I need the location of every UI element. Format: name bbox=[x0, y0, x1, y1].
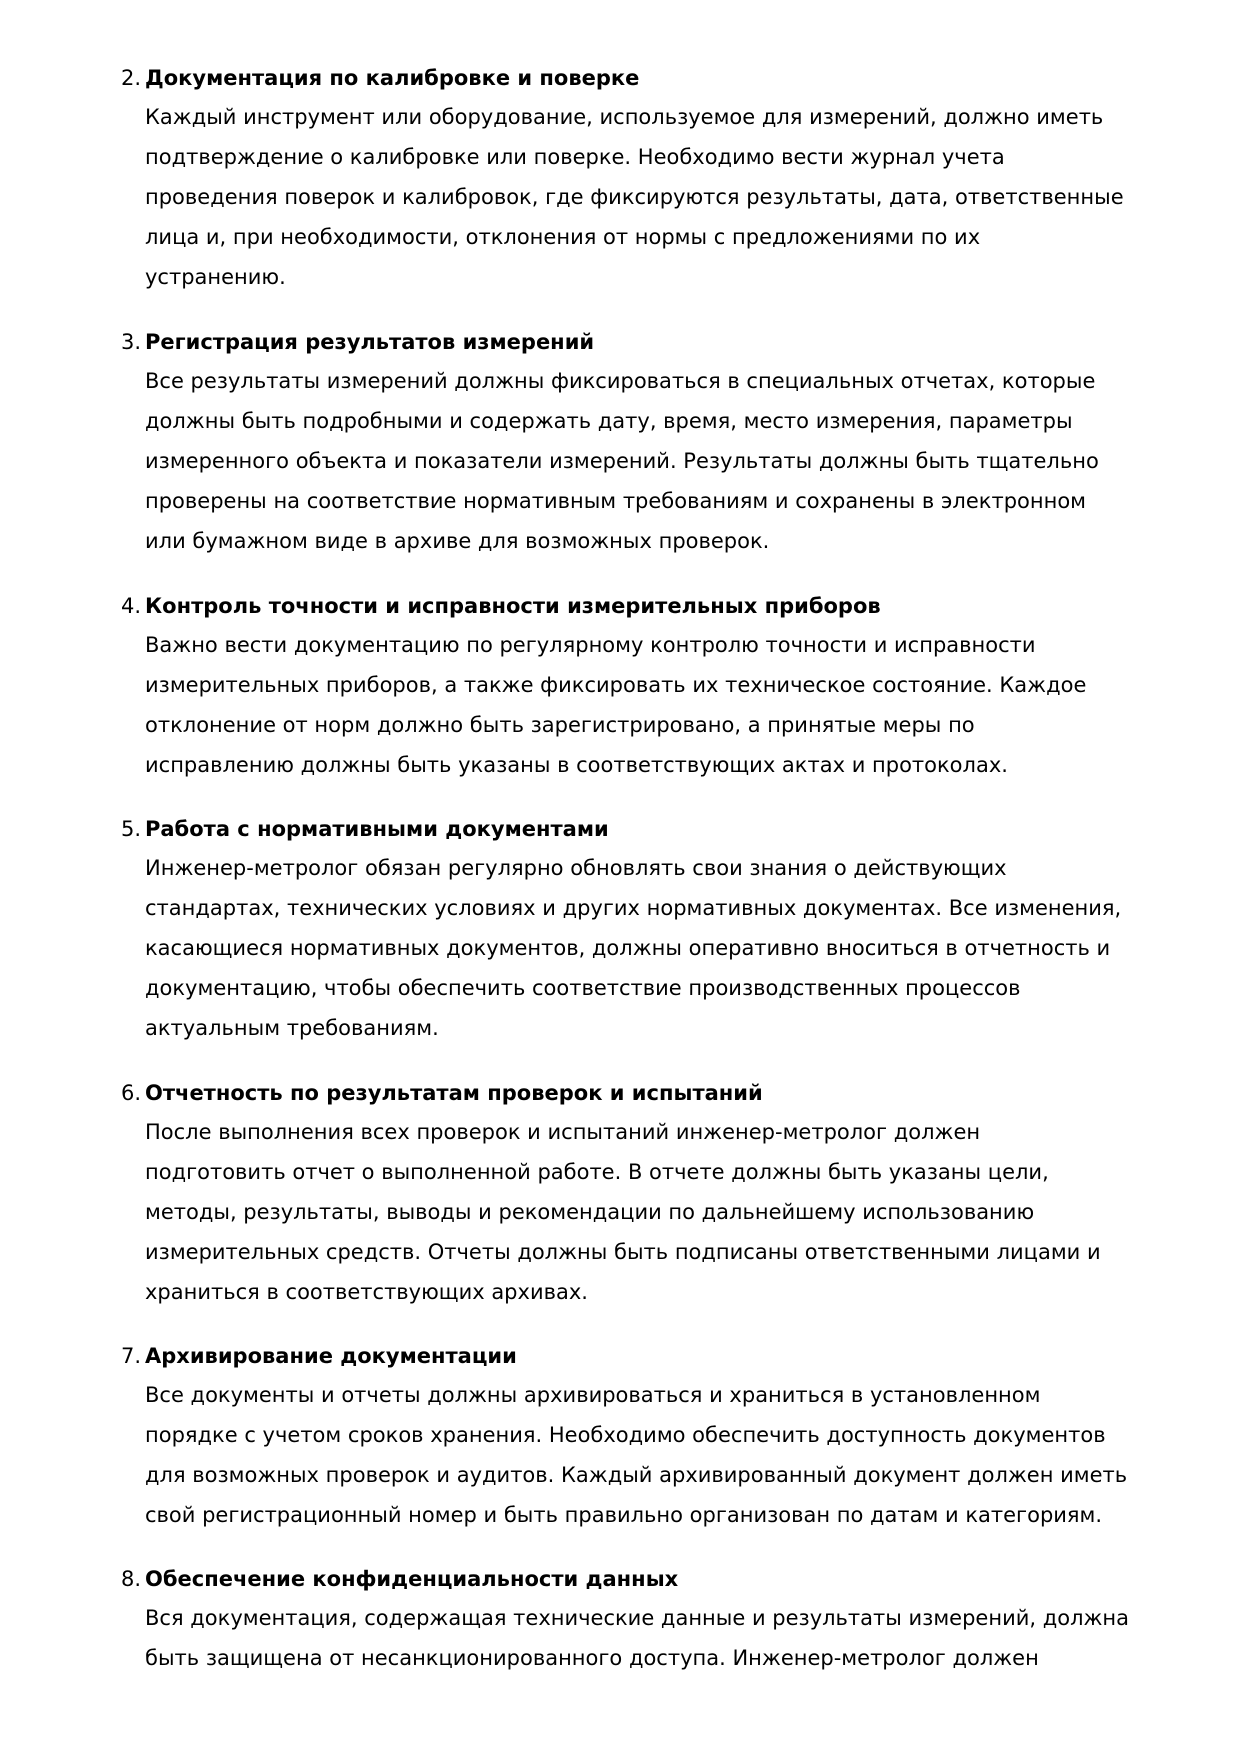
list-item-title: Регистрация результатов измерений bbox=[145, 330, 595, 354]
list-item-title: Архивирование документации bbox=[145, 1344, 517, 1368]
list-item-heading bbox=[0, 586, 1239, 626]
list-item-number: 5. bbox=[120, 817, 141, 841]
body-line: исправлению должны быть указаны в соответствующих актах и протоколах. bbox=[145, 753, 1008, 777]
body-line: Инженер-метролог обязан регулярно обновлять свои знания о действующих bbox=[145, 856, 1007, 880]
body-line: порядке с учетом сроков хранения. Необходимо обеспечить доступность документов bbox=[145, 1423, 1106, 1447]
list-item-heading bbox=[0, 322, 1239, 362]
body-line: касающиеся нормативных документов, должны оперативно вноситься в отчетность и bbox=[145, 936, 1111, 960]
list-item-body bbox=[145, 1112, 1165, 1312]
body-line: быть защищена от несанкционированного доступа. Инженер-метролог должен bbox=[145, 1646, 1039, 1670]
body-line: измерительных приборов, а также фиксировать их техническое состояние. Каждое bbox=[145, 673, 1087, 697]
list-item-title: Документация по калибровке и поверке bbox=[145, 66, 640, 90]
list-item-body bbox=[145, 97, 1165, 297]
list-item-number: 4. bbox=[120, 594, 141, 618]
list-item-number: 2. bbox=[120, 66, 141, 90]
body-line: храниться в соответствующих архивах. bbox=[145, 1280, 588, 1304]
list-item-body bbox=[145, 1375, 1165, 1535]
body-line: подтверждение о калибровке или поверке. Необходимо вести журнал учета bbox=[145, 145, 1005, 169]
list-item-body bbox=[145, 361, 1165, 561]
body-line: проверены на соответствие нормативным требованиям и сохранены в электронном bbox=[145, 489, 1087, 513]
body-line: должны быть подробными и содержать дату, время, место измерения, параметры bbox=[145, 409, 1073, 433]
body-line: документацию, чтобы обеспечить соответствие производственных процессов bbox=[145, 976, 1021, 1000]
body-line: Каждый инструмент или оборудование, используемое для измерений, должно иметь bbox=[145, 105, 1104, 129]
list-item-title: Отчетность по результатам проверок и испытаний bbox=[145, 1081, 763, 1105]
list-item-heading bbox=[0, 809, 1239, 849]
body-line: Вся документация, содержащая технические данные и результаты измерений, должна bbox=[145, 1606, 1130, 1630]
body-line: свой регистрационный номер и быть правильно организован по датам и категориям. bbox=[145, 1503, 1103, 1527]
body-line: Все результаты измерений должны фиксироваться в специальных отчетах, которые bbox=[145, 369, 1096, 393]
list-item-heading bbox=[0, 1559, 1239, 1599]
list-item-title: Обеспечение конфиденциальности данных bbox=[145, 1567, 679, 1591]
list-item-heading bbox=[0, 1336, 1239, 1376]
body-line: для возможных проверок и аудитов. Каждый архивированный документ должен иметь bbox=[145, 1463, 1128, 1487]
body-line: После выполнения всех проверок и испытаний инженер-метролог должен bbox=[145, 1120, 981, 1144]
body-line: Важно вести документацию по регулярному контролю точности и исправности bbox=[145, 633, 1036, 657]
list-item-title: Контроль точности и исправности измерительных приборов bbox=[145, 594, 881, 618]
body-line: лица и, при необходимости, отклонения от нормы с предложениями по их bbox=[145, 225, 981, 249]
list-item-body bbox=[145, 848, 1165, 1048]
list-item-body bbox=[145, 625, 1165, 785]
list-item-heading bbox=[0, 1073, 1239, 1113]
list-item-number: 6. bbox=[120, 1081, 141, 1105]
list-item-title: Работа с нормативными документами bbox=[145, 817, 609, 841]
body-line: Все документы и отчеты должны архивироваться и храниться в установленном bbox=[145, 1383, 1041, 1407]
body-line: стандартах, технических условиях и других нормативных документах. Все изменения, bbox=[145, 896, 1122, 920]
body-line: актуальным требованиям. bbox=[145, 1016, 439, 1040]
body-line: устранению. bbox=[145, 265, 286, 289]
body-line: отклонение от норм должно быть зарегистрировано, а принятые меры по bbox=[145, 713, 975, 737]
body-line: методы, результаты, выводы и рекомендации по дальнейшему использованию bbox=[145, 1200, 1035, 1224]
body-line: подготовить отчет о выполненной работе. В отчете должны быть указаны цели, bbox=[145, 1160, 1049, 1184]
body-line: или бумажном виде в архиве для возможных проверок. bbox=[145, 529, 770, 553]
body-line: измерительных средств. Отчеты должны быть подписаны ответственными лицами и bbox=[145, 1240, 1101, 1264]
body-line: измеренного объекта и показатели измерений. Результаты должны быть тщательно bbox=[145, 449, 1099, 473]
list-item-number: 7. bbox=[120, 1344, 141, 1368]
body-line: проведения поверок и калибровок, где фиксируются результаты, дата, ответственные bbox=[145, 185, 1124, 209]
list-item-body bbox=[145, 1598, 1165, 1678]
list-item-number: 8. bbox=[120, 1567, 141, 1591]
list-item-number: 3. bbox=[120, 330, 141, 354]
list-item-heading bbox=[0, 58, 1239, 98]
